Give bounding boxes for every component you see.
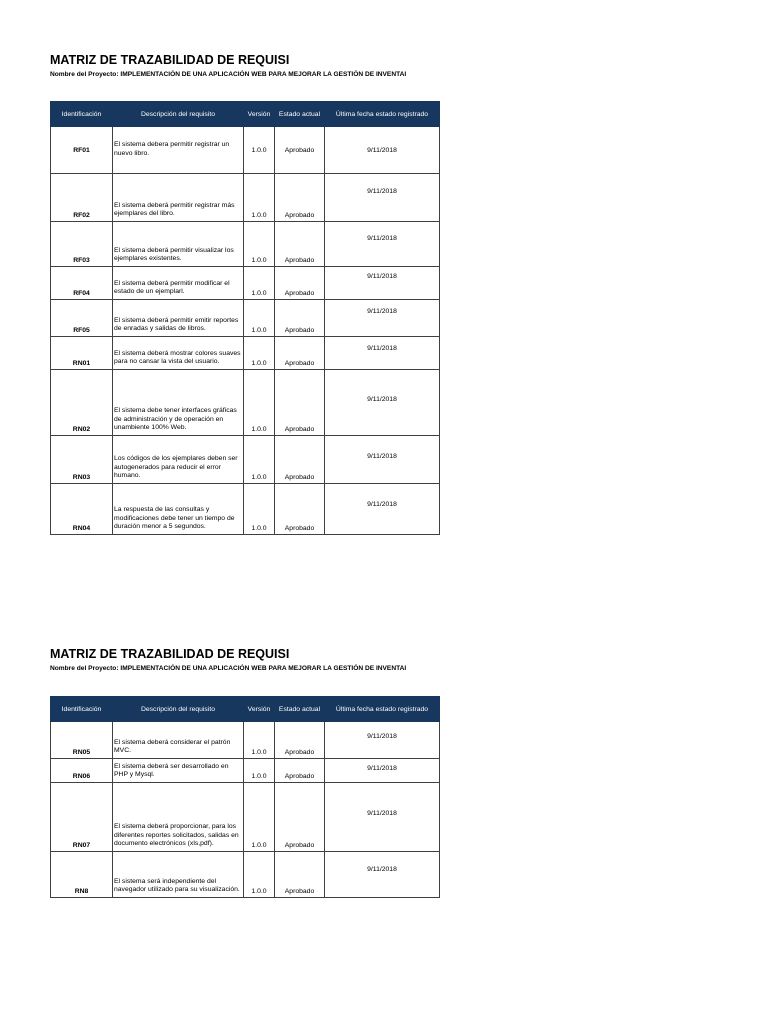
req-id: RN03 [51,436,113,484]
req-id: RN06 [51,759,113,783]
req-estado: Aprobado [275,759,325,783]
req-id: RN8 [51,852,113,898]
table-row [51,722,440,759]
req-desc: El sistema deberá permitir registrar más ejemplares del libro. [113,174,244,222]
req-id: RF04 [51,267,113,300]
req-estado: Aprobado [275,127,325,174]
table-row [51,267,440,300]
table-row [51,300,440,337]
project-label: Nombre del Proyecto: [50,71,119,78]
req-id: RF02 [51,174,113,222]
req-version: 1.0.0 [244,852,275,898]
req-fecha: 9/11/2018 [325,127,440,174]
table-row [51,759,440,783]
project-line [50,664,440,674]
table-row [51,127,440,174]
header-desc: Descripción del requisito [113,697,244,722]
project-name: IMPLEMENTACIÓN DE UNA APLICACIÓN WEB PARA MEJORAR LA GESTIÓN DE INVENTAI [120,71,407,78]
header-fecha: Última fecha estado registrado [325,697,440,722]
req-desc: El sistema debe tener interfaces gráficas de administración y de operación en unambiente 100% Web. [113,370,244,436]
header-version: Versión [244,697,275,722]
project-label: Nombre del Proyecto: [50,665,119,672]
req-id: RF03 [51,222,113,267]
req-id: RF05 [51,300,113,337]
requirements-table [50,101,440,535]
table-row [51,852,440,898]
req-desc: La respuesta de las consultas y modificaciones debe tener un tiempo de duración menor a 5 segundos. [113,484,244,535]
req-version: 1.0.0 [244,267,275,300]
req-fecha: 9/11/2018 [325,174,440,222]
req-id: RN07 [51,783,113,852]
matrix-section-1 [50,52,440,532]
req-fecha: 9/11/2018 [325,783,440,852]
req-estado: Aprobado [275,722,325,759]
req-fecha: 9/11/2018 [325,759,440,783]
table-row [51,222,440,267]
req-fecha: 9/11/2018 [325,267,440,300]
req-estado: Aprobado [275,436,325,484]
req-fecha: 9/11/2018 [325,484,440,535]
header-id: Identificación [51,697,113,722]
req-id: RN05 [51,722,113,759]
req-estado: Aprobado [275,300,325,337]
project-name: IMPLEMENTACIÓN DE UNA APLICACIÓN WEB PARA MEJORAR LA GESTIÓN DE INVENTAI [120,665,407,672]
table-row [51,484,440,535]
req-desc: El sistema deberá ser desarrollado en PHP y Mysql. [113,759,244,783]
header-estado: Estado actual [275,102,325,127]
req-desc: Los códigos de los ejemplares deben ser autogenerados para reducir el error humano. [113,436,244,484]
matrix-section-2 [50,646,440,895]
req-fecha: 9/11/2018 [325,222,440,267]
section-title: MATRIZ DE TRAZABILIDAD DE REQUISI [50,647,290,661]
req-version: 1.0.0 [244,436,275,484]
req-version: 1.0.0 [244,337,275,370]
req-estado: Aprobado [275,174,325,222]
req-estado: Aprobado [275,222,325,267]
requirements-table [50,696,440,898]
req-estado: Aprobado [275,267,325,300]
table-header-row [51,697,440,722]
req-desc: El sistema será independiente del navegador utilizado para su visualización. [113,852,244,898]
req-desc: El sistema deberá permitir emitir reportes de enradas y salidas de libros. [113,300,244,337]
header-estado: Estado actual [275,697,325,722]
req-fecha: 9/11/2018 [325,370,440,436]
header-fecha: Última fecha estado registrado [325,102,440,127]
req-id: RN01 [51,337,113,370]
req-desc: El sistema deberá mostrar colores suaves para no cansar la vista del usuario. [113,337,244,370]
req-desc: El sistema deberá proporcionar, para los diferentes reportes solicitados, salidas en documento electrónicos (xls,pdf). [113,783,244,852]
req-fecha: 9/11/2018 [325,722,440,759]
header-desc: Descripción del requisito [113,102,244,127]
section-title: MATRIZ DE TRAZABILIDAD DE REQUISI [50,53,290,67]
req-estado: Aprobado [275,484,325,535]
req-version: 1.0.0 [244,370,275,436]
req-desc: El sistema debera permitir registrar un nuevo libro. [113,127,244,174]
req-fecha: 9/11/2018 [325,337,440,370]
req-version: 1.0.0 [244,783,275,852]
header-version: Versión [244,102,275,127]
req-estado: Aprobado [275,370,325,436]
req-desc: El sistema deberá considerar el patrón MVC. [113,722,244,759]
table-row [51,783,440,852]
project-line [50,70,440,80]
req-fecha: 9/11/2018 [325,852,440,898]
table-row [51,436,440,484]
req-version: 1.0.0 [244,222,275,267]
req-estado: Aprobado [275,337,325,370]
req-version: 1.0.0 [244,127,275,174]
table-header-row [51,102,440,127]
req-estado: Aprobado [275,783,325,852]
table-row [51,337,440,370]
req-desc: El sistema deberá permitir visualizar los ejemplares existentes. [113,222,244,267]
req-estado: Aprobado [275,852,325,898]
req-version: 1.0.0 [244,300,275,337]
req-fecha: 9/11/2018 [325,300,440,337]
req-fecha: 9/11/2018 [325,436,440,484]
req-version: 1.0.0 [244,722,275,759]
table-row [51,370,440,436]
table-row [51,174,440,222]
req-id: RF01 [51,127,113,174]
req-version: 1.0.0 [244,759,275,783]
req-id: RN02 [51,370,113,436]
req-version: 1.0.0 [244,484,275,535]
header-id: Identificación [51,102,113,127]
req-version: 1.0.0 [244,174,275,222]
req-id: RN04 [51,484,113,535]
req-desc: El sistema deberá permitir modificar el estado de un ejemplarl. [113,267,244,300]
